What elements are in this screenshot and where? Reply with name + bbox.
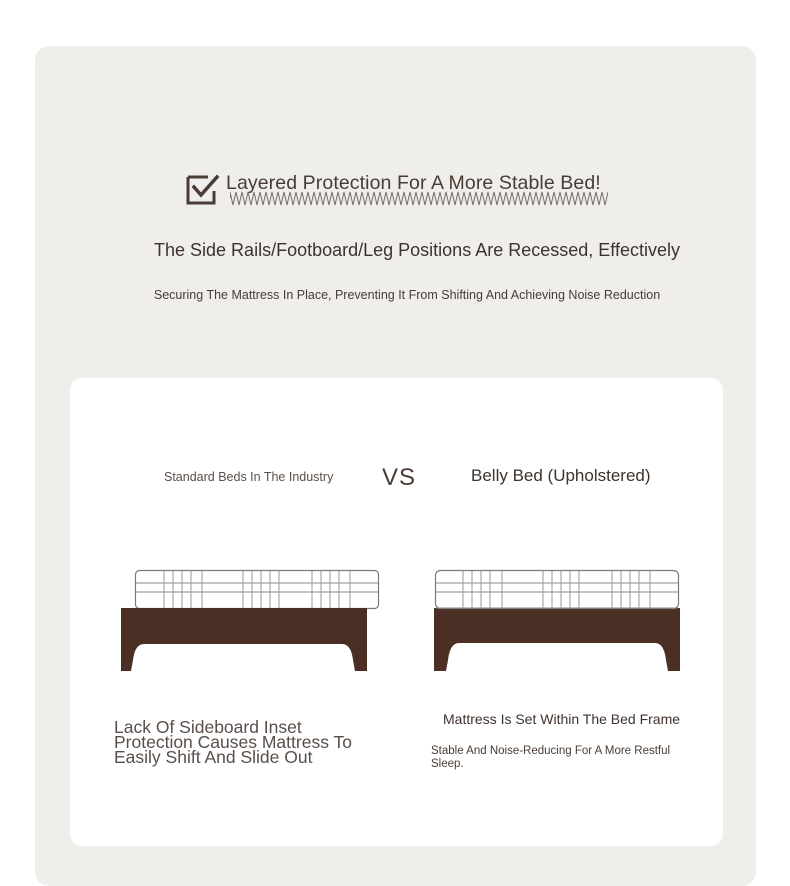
vs-label: VS (382, 464, 417, 491)
bed-frame-left (121, 608, 367, 671)
belly-bed-label: Belly Bed (Upholstered) (471, 466, 651, 485)
headline-text: Layered Protection For A More Stable Bed! (226, 172, 601, 194)
checkbox-check-icon (186, 173, 220, 205)
subtitle: The Side Rails/Footboard/Leg Positions Are Recessed, Effectively (154, 240, 680, 260)
mattress-left (136, 571, 379, 609)
standard-bed-label: Standard Beds In The Industry (164, 470, 334, 484)
belly-bed-caption-subtitle: Stable And Noise-Reducing For A More Restful Sleep. (431, 745, 671, 770)
description: Securing The Mattress In Place, Preventing It From Shifting And Achieving Noise Reduction (153, 288, 661, 302)
standard-bed-illustration (118, 568, 382, 674)
bed-frame-right (434, 608, 680, 671)
standard-bed-caption: Lack Of Sideboard Inset Protection Causes Mattress To Easily Shift And Slide Out (114, 717, 352, 767)
belly-bed-illustration (432, 568, 684, 674)
belly-bed-caption-title: Mattress Is Set Within The Bed Frame (443, 711, 681, 727)
